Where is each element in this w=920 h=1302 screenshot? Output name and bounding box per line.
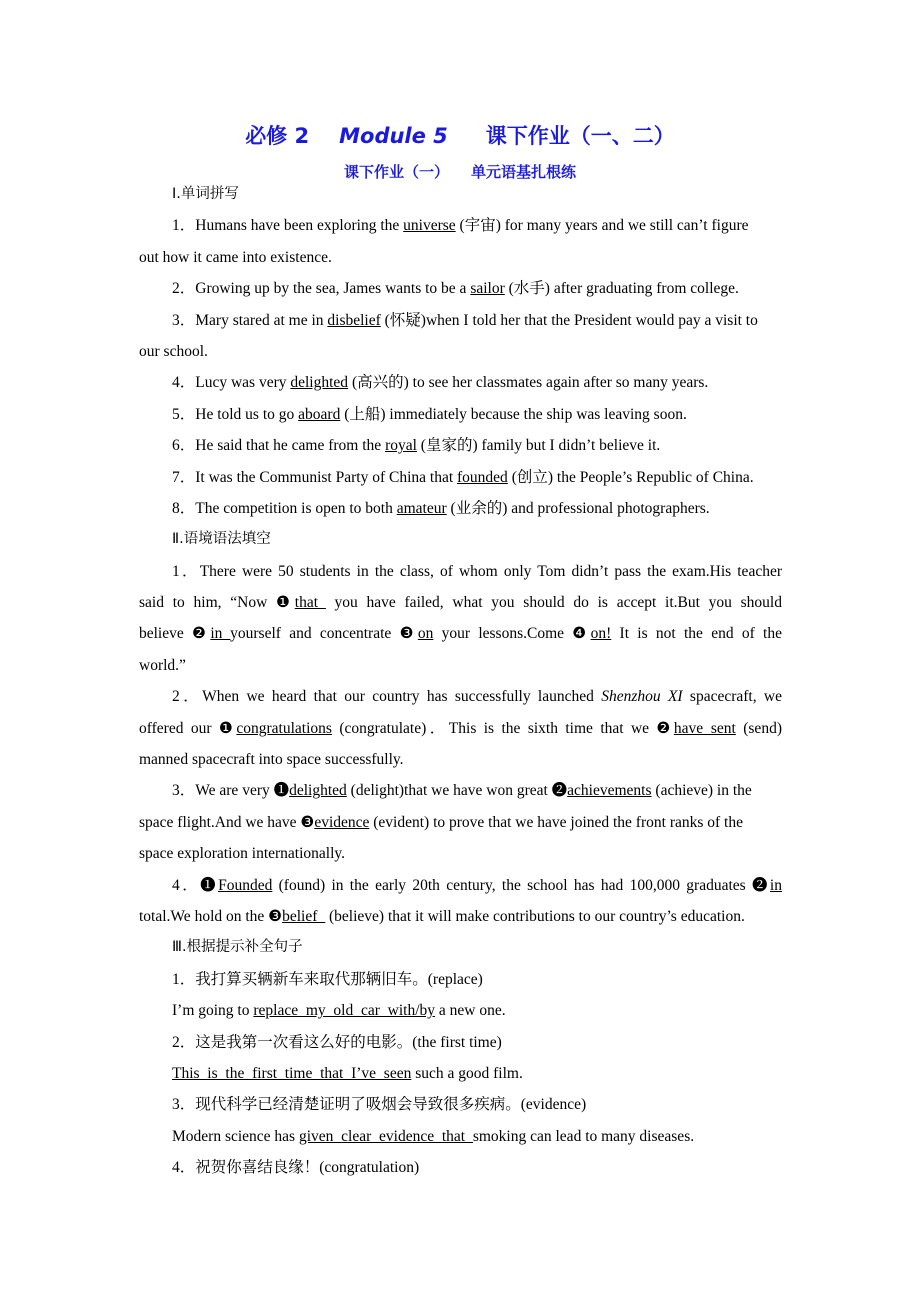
text-line [139,870,782,901]
answer-text: on! [590,625,612,643]
text-segment: 7．It was the Communist Party of China that [172,468,458,486]
answer-text: in_ [210,625,231,643]
text-segment: out how it came into existence. [139,248,332,266]
text-segment: 2．这是我第一次看这么好的电影。(the first time) [172,1033,502,1051]
text-line [139,556,782,587]
text-segment: smoking can lead to many diseases. [472,1127,695,1145]
text-segment: (send) [735,719,782,737]
text-line [139,1152,782,1183]
subtitle-left: 课下作业（一） [343,163,449,181]
text-segment: I’m going to [172,1002,254,1020]
text-segment: 4．Lucy was very [172,374,291,392]
text-line [139,775,782,806]
text-segment: Ⅰ.单词拼写 [172,186,239,202]
text-segment: (delight)that we have won great ❷ [346,782,568,800]
answer-text: delighted [289,782,347,800]
text-segment: your lessons.Come ❹ [433,625,591,643]
text-line [139,587,782,618]
answer-text: amateur [396,499,447,517]
answer-text: given_clear_evidence_that_ [298,1127,473,1145]
text-line [139,1121,782,1152]
text-line [139,336,782,367]
answer-text: aboard [298,405,341,423]
answer-text: sailor [470,280,505,298]
text-segment: (believe) that it will make contributions to our country’s education. [325,907,745,925]
text-segment: 2．Growing up by the sea, James wants to be a [172,280,471,298]
text-segment: offered our ❶ [139,719,237,737]
text-line [139,650,782,681]
text-line [139,838,782,869]
text-line [139,273,782,304]
text-line [139,305,782,336]
text-line [139,964,782,995]
text-line [139,995,782,1026]
section-heading [139,932,782,963]
answer-text: delighted [290,374,349,392]
text-segment: 6．He said that he came from the [172,437,386,455]
text-segment: 3．Mary stared at me in [172,311,328,329]
title-homework: 课下作业（一、二） [485,124,675,148]
text-line [139,1058,782,1089]
answer-text: evidence [314,813,370,831]
text-line [139,399,782,430]
text-line [139,1027,782,1058]
text-segment: said to him, “Now ❶ [139,594,295,612]
answer-text: belief_ [282,907,326,925]
text-line [139,242,782,273]
text-segment: (创立) the People’s Republic of China. [507,468,754,486]
answer-text: replace_my_old_car_with/by [253,1002,436,1020]
section-heading [139,524,782,555]
text-segment: (高兴的) to see her classmates again after so many years. [348,374,709,392]
text-segment: 4．祝贺你喜结良缘！(congratulation) [172,1159,420,1177]
text-segment: our school. [139,342,208,360]
text-line [139,430,782,461]
text-segment: (evident) to prove that we have joined the front ranks of the [369,813,743,831]
text-segment: total.We hold on the ❸ [139,907,283,925]
text-segment: (怀疑)when I told her that the President would pay a visit to [380,311,758,329]
text-segment: Ⅲ.根据提示补全句子 [172,939,303,956]
answer-text: royal [385,437,417,455]
text-segment: Modern science has [172,1127,299,1145]
answer-text: congratulations [236,719,332,737]
text-segment: yourself and concentrate ❸ [230,625,418,643]
text-segment: (congratulate)．This is the sixth time that we ❷ [331,719,674,737]
text-segment: space exploration internationally. [139,845,346,863]
text-segment: 2．When we heard that our country has successfully launched [172,688,602,706]
answer-text: disbelief [327,311,381,329]
text-segment: (found) in the early 20th century, the school has had 100,000 graduates ❷ [272,876,770,894]
text-segment: Ⅱ.语境语法填空 [172,531,271,548]
text-line [139,744,782,775]
text-line [139,367,782,398]
answer-text: founded [457,468,508,486]
text-segment: 4．❶ [172,876,219,894]
text-line [139,210,782,241]
text-segment: a new one. [435,1002,506,1020]
text-segment: space flight.And we have ❸ [139,813,315,831]
title-course: 必修 2 [245,124,310,148]
text-segment: (水手) after graduating from college. [504,280,739,298]
text-segment: manned spacecraft into space successfully. [139,751,404,769]
text-segment: world.” [139,656,186,674]
answer-text: have_sent [673,719,736,737]
text-line [139,462,782,493]
text-segment: 8．The competition is open to both [172,499,397,517]
text-segment: you have failed, what you should do is accept it.But you should [325,594,782,612]
text-segment: 1．Humans have been exploring the [172,217,404,235]
text-segment: (宇宙) for many years and we still can’t figure [455,217,749,235]
text-line [139,1089,782,1120]
document-body [139,179,782,1184]
answer-text: universe [403,217,456,235]
text-segment: believe ❷ [139,625,211,643]
answer-text: This_is_the_first_time_that_I’ve_seen [172,1064,412,1082]
text-line [139,807,782,838]
text-segment: (皇家的) family but I didn’t believe it. [416,437,661,455]
text-segment: spacecraft, we [682,688,783,706]
text-segment: (业余的) and professional photographers. [446,499,710,517]
page-title [0,120,920,150]
italic-text: Shenzhou XI [601,688,683,706]
section-heading [139,179,782,210]
text-line [139,618,782,649]
answer-text: achievements [567,782,652,800]
answer-text: Founded [218,876,273,894]
text-segment: (achieve) in the [651,782,752,800]
text-segment: 5．He told us to go [172,405,299,423]
text-line [139,713,782,744]
text-line [139,901,782,932]
text-segment: It is not the end of the [611,625,782,643]
answer-text: in [769,876,782,894]
subtitle-right: 单元语基扎根练 [471,163,577,181]
text-segment: 3．现代科学已经清楚证明了吸烟会导致很多疾病。(evidence) [172,1096,587,1114]
text-line [139,681,782,712]
title-module: Module 5 [339,124,448,148]
answer-text: that_ [294,594,326,612]
text-line [139,493,782,524]
text-segment: 1．我打算买辆新车来取代那辆旧车。(replace) [172,970,483,988]
text-segment: 3．We are very ❶ [172,782,290,800]
text-segment: such a good film. [411,1064,523,1082]
answer-text: on [417,625,434,643]
text-segment: (上船) immediately because the ship was leaving soon. [340,405,687,423]
text-segment: 1．There were 50 students in the class, of whom only Tom didn’t pass the exam.His teacher [172,562,782,580]
